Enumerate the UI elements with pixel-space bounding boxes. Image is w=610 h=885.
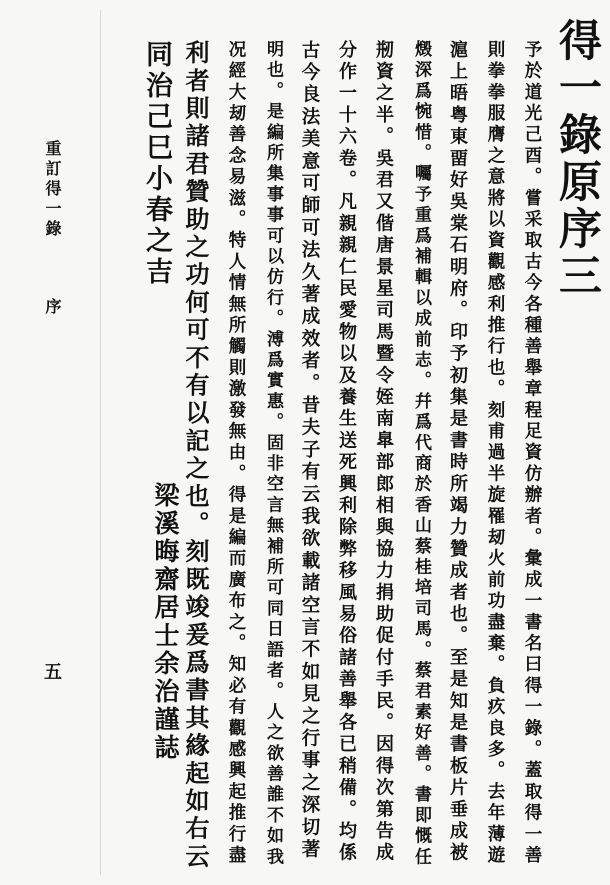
text-column-9: 况經大刼善念易滋。特人情無所觸則激發無由。得是編而廣布之。知必有觀感興起推行盡 — [226, 40, 246, 867]
margin-book-title: 重訂得一錄 — [43, 140, 62, 240]
text-column-1: 予於道光己酉。嘗采取古今各種善舉章程足資仿辦者。彙成一書名曰得一錄。蓋取得一善 — [522, 40, 542, 867]
margin-section: 序 — [43, 298, 62, 318]
signature: 梁溪晦齋居士余治謹誌 — [151, 482, 180, 762]
text-column-3: 滬上晤粤東畱好吳棠石明府。印予初集是書時所竭力贊成者也。至是知是書板片垂成被 — [447, 40, 468, 865]
text-column-5: 剏資之半。吳君又偕唐景星司馬暨令姪南臯部郎相與協力捐助促付手民。因得次第告成 — [373, 40, 394, 865]
gutter-divider — [100, 10, 101, 875]
text-column-6: 分作一十六卷。凡親親仁民愛物以及養生送死興利除弊移風易俗諸善舉各已稍備。均係 — [336, 40, 357, 865]
date-line: 同治己巳小春之吉 — [141, 40, 172, 288]
text-column-10: 利者則諸君贊助之功何可不有以記之也。刻既竣爰爲書其緣起如右云 — [181, 40, 210, 871]
text-column-8: 明也。是編所集事事可以仿行。溥爲實惠。固非空言無補所可同日語者。人之欲善誰不如我 — [263, 40, 283, 868]
text-column-7: 古今良法美意可師可法久著成效者。昔夫子有云我欲載諸空言不如見之行事之深切著 — [299, 40, 320, 862]
margin-page-number: 五 — [41, 662, 62, 684]
text-column-2: 則拳拳服膺之意將以資觀感利推行也。刻甫過半旋罹刼火前功盡棄。負疚良多。去年薄遊 — [485, 40, 505, 867]
text-column-4: 燬深爲惋惜。囑予重爲補輯以成前志。幷爲代商於香山蔡桂培司馬。蔡君素好善。書即慨任 — [411, 40, 431, 868]
page-title: 得一錄原序三 — [552, 18, 602, 300]
